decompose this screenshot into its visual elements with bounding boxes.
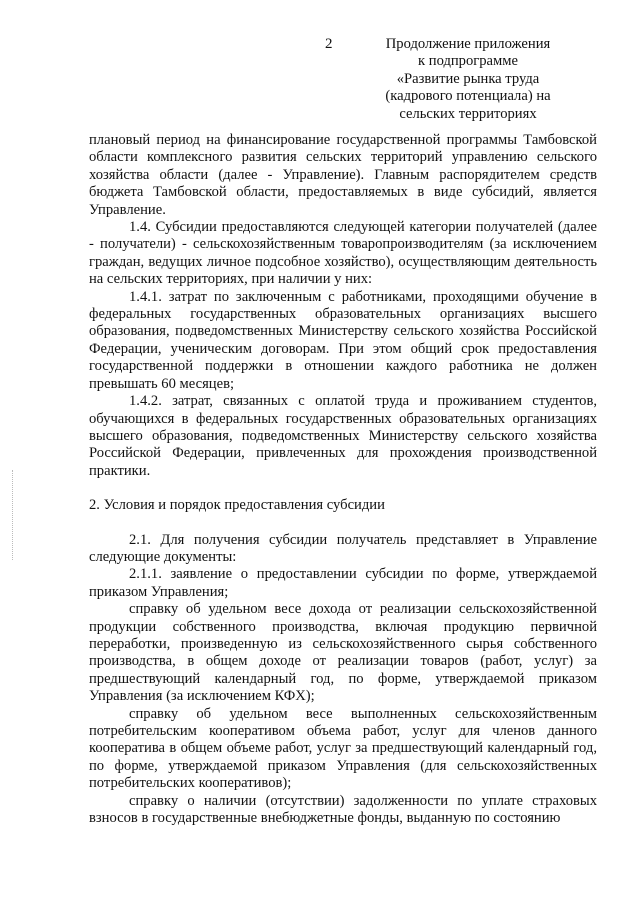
paragraph: справку об удельном весе дохода от реализации сельскохозяйственной продукции собственного производства, включая продукцию первичной переработки, произведенную из сельскохозяйственного сырья собственного производства, в общем доходе от реализации товаров (работ, услуг) за предшествующий календарный год, по форме, утверждаемой приказом Управления (за исключением КФХ);	[89, 601, 597, 705]
header-line: сельских территориях	[399, 105, 537, 122]
page-number: 2	[325, 36, 333, 52]
header-line: «Развитие рынка труда	[396, 70, 540, 87]
appendix-header	[348, 36, 588, 123]
paragraph: 1.4.1. затрат по заключенным с работниками, проходящими обучение в федеральных государственных образовательных организациях высшего образования, подведомственных Министерству сельского хозяйства Российской Федерации, ученическим договорам. При этом общий срок предоставления государственной поддержки в отношении каждого работника не должен превышать 60 месяцев;	[89, 288, 597, 392]
paragraph: справку об удельном весе выполненных сельскохозяйственным потребительским кооперативом объема работ, услуг для членов данного кооператива в общем объеме работ, услуг за предшествующий календарный год, по форме, утверждаемой приказом Управления (для сельскохозяйственных потребительских кооперативов);	[89, 705, 597, 792]
header-line: к подпрограмме	[418, 53, 518, 70]
margin-scan-mark	[12, 470, 15, 560]
paragraph: справку о наличии (отсутствии) задолженности по уплате страховых взносов в государственные внебюджетные фонды, выданную по состоянию	[89, 792, 597, 827]
paragraph: 2.1.1. заявление о предоставлении субсидии по форме, утверждаемой приказом Управления;	[89, 566, 597, 600]
paragraph: 1.4.2. затрат, связанных с оплатой труда и проживанием студентов, обучающихся в федеральных государственных образовательных организациях высшего образования, подведомственных Министерству сельского хозяйства Российской Федерации, привлеченных для прохождения производственной практики.	[89, 393, 597, 479]
paragraph: плановый период на финансирование государственной программы Тамбовской области комплексного развития сельских территорий управлению сельского хозяйства области (далее - Управление). Главным распорядителем средств бюджета Тамбовской области, предоставляемых в виде субсидий, является Управление.	[89, 132, 597, 218]
document-body	[89, 132, 597, 827]
paragraph: 2.1. Для получения субсидии получатель представляет в Управление следующие документы:	[89, 531, 597, 565]
paragraph: 1.4. Субсидии предоставляются следующей категории получателей (далее - получатели) - сельскохозяйственным товаропроизводителям (за исключением граждан, ведущих личное подсобное хозяйство), осуществляющим деятельность на сельских территориях, при наличии у них:	[89, 219, 597, 288]
header-line: Продолжение приложения	[385, 36, 551, 52]
header-line: (кадрового потенциала) на	[385, 88, 551, 105]
section-heading: 2. Условия и порядок предоставления субсидии	[89, 497, 385, 514]
